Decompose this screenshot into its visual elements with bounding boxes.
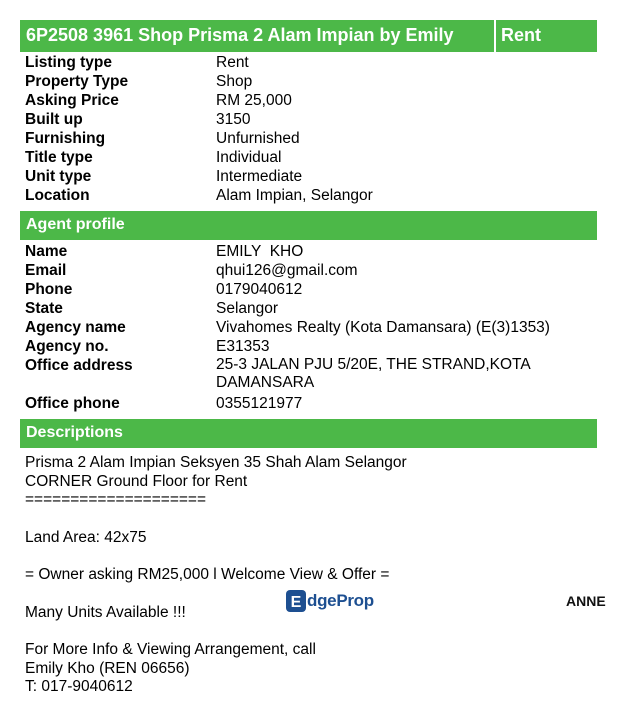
descriptions-header bbox=[20, 419, 597, 448]
detail-row-asking-price bbox=[25, 91, 595, 110]
agent-value: E31353 bbox=[216, 338, 270, 355]
description-line: Emily Kho (REN 06656) bbox=[25, 659, 190, 677]
description-line bbox=[25, 547, 595, 566]
detail-row-built-up bbox=[25, 110, 595, 129]
listing-type-badge: Rent bbox=[501, 25, 541, 45]
listing-title: 6P2508 3961 Shop Prisma 2 Alam Impian by Emily bbox=[26, 25, 454, 45]
watermark-side-text: ANNE bbox=[566, 593, 606, 609]
agent-label: Name bbox=[25, 243, 68, 260]
agent-label: State bbox=[25, 300, 63, 317]
description-line: = Owner asking RM25,000 l Welcome View & Offer = bbox=[25, 566, 390, 584]
detail-label: Location bbox=[25, 187, 90, 204]
listing-title-bar bbox=[20, 20, 597, 52]
agent-row-agency-name bbox=[25, 318, 595, 337]
detail-label: Built up bbox=[25, 111, 83, 128]
detail-label: Title type bbox=[25, 149, 93, 166]
description-body bbox=[25, 454, 595, 697]
detail-row-listing-type bbox=[25, 53, 595, 72]
agent-value: 25-3 JALAN PJU 5/20E, THE STRAND,KOTA DAMANSARA bbox=[216, 356, 530, 391]
detail-row-property-type bbox=[25, 72, 595, 91]
detail-label: Unit type bbox=[25, 168, 92, 185]
detail-label: Property Type bbox=[25, 73, 129, 90]
detail-row-location bbox=[25, 186, 595, 205]
agent-label: Office address bbox=[25, 357, 133, 374]
section-title: Agent profile bbox=[26, 216, 125, 233]
title-divider bbox=[494, 20, 496, 52]
agent-value: 0179040612 bbox=[216, 281, 303, 298]
detail-label: Furnishing bbox=[25, 130, 106, 147]
description-line: Prisma 2 Alam Impian Seksyen 35 Shah Alam Selangor bbox=[25, 454, 407, 471]
detail-label: Listing type bbox=[25, 54, 112, 71]
agent-value: EMILY KHO bbox=[216, 243, 304, 260]
description-line: T: 017-9040612 bbox=[25, 678, 133, 696]
agent-value: Selangor bbox=[216, 300, 279, 317]
agent-row-office-address bbox=[25, 356, 595, 394]
detail-value: Individual bbox=[216, 149, 282, 166]
detail-row-unit-type bbox=[25, 167, 595, 186]
agent-label: Agency no. bbox=[25, 338, 109, 355]
detail-value: Rent bbox=[216, 54, 249, 71]
logo-text bbox=[307, 591, 374, 611]
description-line: ==================== bbox=[25, 491, 207, 509]
agent-row-agency-no bbox=[25, 337, 595, 356]
agent-row-email bbox=[25, 261, 595, 280]
description-line: Many Units Available !!! bbox=[25, 603, 186, 621]
logo-text-edge: dge bbox=[307, 591, 337, 610]
logo-text-prop: Prop bbox=[336, 591, 374, 610]
agent-value: 0355121977 bbox=[216, 395, 303, 412]
description-line: CORNER Ground Floor for Rent bbox=[25, 472, 248, 490]
agent-row-name bbox=[25, 242, 595, 261]
description-line bbox=[25, 510, 595, 529]
detail-row-furnishing bbox=[25, 129, 595, 148]
agent-profile-header bbox=[20, 211, 597, 240]
detail-row-title-type bbox=[25, 148, 595, 167]
detail-value: Alam Impian, Selangor bbox=[216, 187, 373, 204]
section-title: Descriptions bbox=[26, 424, 123, 441]
detail-value: Intermediate bbox=[216, 168, 303, 185]
description-line: For More Info & Viewing Arrangement, call bbox=[25, 640, 316, 658]
listing-details bbox=[25, 53, 595, 205]
agent-label: Phone bbox=[25, 281, 73, 298]
agent-email-link[interactable]: qhui126@gmail.com bbox=[216, 262, 358, 279]
agent-label: Office phone bbox=[25, 395, 120, 412]
edgeprop-logo bbox=[286, 589, 374, 613]
description-line bbox=[25, 622, 595, 641]
detail-value: RM 25,000 bbox=[216, 92, 292, 109]
agent-details bbox=[25, 242, 595, 413]
agent-row-phone bbox=[25, 280, 595, 299]
detail-value: 3150 bbox=[216, 111, 251, 128]
agent-label: Agency name bbox=[25, 319, 126, 336]
agent-value: Vivahomes Realty (Kota Damansara) (E(3)1353) bbox=[216, 319, 550, 336]
logo-letter: E bbox=[290, 594, 302, 611]
detail-value: Shop bbox=[216, 73, 253, 90]
agent-label: Email bbox=[25, 262, 67, 279]
detail-value: Unfurnished bbox=[216, 130, 300, 147]
agent-row-office-phone bbox=[25, 394, 595, 413]
detail-label: Asking Price bbox=[25, 92, 119, 109]
edgeprop-logo-mark-icon bbox=[286, 590, 306, 612]
description-line: Land Area: 42x75 bbox=[25, 528, 147, 546]
agent-row-state bbox=[25, 299, 595, 318]
